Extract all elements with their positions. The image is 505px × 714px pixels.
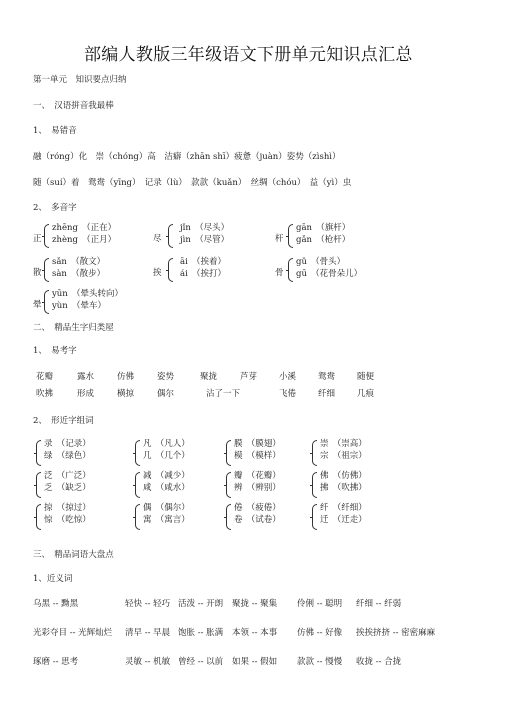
brace-icon: [288, 224, 293, 248]
polyphone-char: 杆: [275, 234, 284, 244]
synonym: 挨挨挤挤 -- 密密麻麻: [356, 628, 436, 638]
similar-char: 卷 （试卷）: [234, 515, 281, 525]
similar-pair: [320, 438, 367, 462]
reading: yūn （晕头转向）: [52, 289, 124, 299]
brace-icon: [226, 440, 231, 466]
similar-pair: [143, 470, 190, 494]
similar-char: 录 （记录）: [44, 439, 91, 449]
synonym: 收拢 -- 合拢: [356, 657, 402, 667]
similar-pair: [44, 470, 91, 494]
synonym: 活泼 -- 开朗: [178, 599, 224, 609]
page-title: 部编人教版三年级语文下册单元知识点汇总: [84, 45, 413, 65]
word: 随便: [357, 372, 375, 382]
brace-icon: [44, 224, 49, 248]
word: 鸳鸯: [318, 372, 336, 382]
word: 小溪: [279, 372, 297, 382]
synonym: 曾经 -- 以前: [178, 657, 224, 667]
word: 偶尔: [157, 389, 175, 399]
similar-char: 倦 （疲倦）: [234, 503, 281, 513]
similar-char: 辨 （辨别）: [234, 483, 281, 493]
brace-icon: [135, 472, 140, 498]
similar-char: 几 （几个）: [143, 451, 190, 461]
brace-icon: [226, 472, 231, 498]
similar-char: 佛 （仿佛）: [320, 471, 367, 481]
polyphone-readings: [180, 222, 229, 246]
similar-char: 宗 （祖宗）: [320, 451, 367, 461]
polyphone-readings: [296, 222, 350, 246]
synonym: 聚拢 -- 聚集: [232, 599, 278, 609]
similar-char: 拂 （吹拂）: [320, 483, 367, 493]
polyphone-char: 晕: [33, 300, 42, 310]
brace-icon: [312, 440, 317, 466]
reading: gǎn （枪杆）: [296, 235, 351, 245]
synonym: 纤细 -- 纤弱: [356, 599, 402, 609]
similar-char: 绿 （绿色）: [44, 451, 91, 461]
reading: gān （旗杆）: [296, 223, 351, 233]
section-heading-2: 二、 精品生字归类屋: [33, 323, 114, 333]
polyphone-char: 散: [33, 268, 42, 278]
section-heading-1: 一、 汉语拼音我最棒: [33, 101, 114, 111]
similar-char: 崇 （崇高）: [320, 439, 367, 449]
brace-icon: [36, 440, 41, 466]
similar-char: 迁 （迁走）: [320, 515, 367, 525]
reading: ái （挨打）: [180, 269, 227, 279]
word: 姿势: [157, 372, 175, 382]
similar-pair: [320, 502, 367, 526]
brace-icon: [36, 472, 41, 498]
similar-char: 咸 （咸水）: [143, 483, 190, 493]
brace-icon: [168, 224, 173, 248]
similar-pair: [320, 470, 367, 494]
similar-pair: [234, 438, 281, 462]
brace-icon: [44, 258, 49, 282]
pinyin-line-2: 随（suí）着 鸳鸯（yīng） 记录（lù） 款款（kuǎn） 丝绸（chóu） 益（yì）虫: [33, 178, 352, 188]
reading: sàn （散步）: [52, 269, 106, 279]
polyphone-readings: [52, 288, 123, 312]
synonym: 本领 -- 本事: [232, 628, 278, 638]
similar-pair: [44, 502, 91, 526]
polyphone-readings: [296, 256, 362, 280]
word: 花瓣: [36, 372, 54, 382]
reading: gū （花骨朵儿）: [296, 269, 363, 279]
synonym: 如果 -- 假如: [232, 657, 278, 667]
polyphone-char: 正: [33, 234, 42, 244]
similar-char: 寓 （寓言）: [143, 515, 190, 525]
subsection-heading: 1、 易考字: [33, 346, 77, 356]
similar-char: 减 （减少）: [143, 471, 190, 481]
synonym: 仿佛 -- 好像: [297, 628, 343, 638]
synonym: 灵敏 -- 机敏: [125, 657, 171, 667]
polyphone-char: 骨: [275, 268, 284, 278]
synonym: 琢磨 -- 思考: [33, 657, 79, 667]
similar-pair: [44, 438, 91, 462]
brace-icon: [226, 504, 231, 530]
brace-icon: [44, 290, 49, 314]
polyphone-readings: [52, 222, 116, 246]
word: 形成: [77, 389, 95, 399]
synonym: 饱胀 -- 胀满: [178, 628, 224, 638]
reading: zhèng （正月）: [52, 235, 117, 245]
similar-char: 偶 （偶尔）: [143, 503, 190, 513]
reading: jìn （尽管）: [180, 235, 230, 245]
synonym: 清早 -- 早晨: [125, 628, 171, 638]
similar-char: 泛 （广泛）: [44, 471, 91, 481]
word: 沾了一下: [206, 389, 241, 399]
similar-char: 模 （模样）: [234, 451, 281, 461]
polyphone-char: 尽: [153, 234, 162, 244]
brace-icon: [135, 440, 140, 466]
pinyin-line-1: 融（róng）化 崇（chóng）高 洁癖（zhān shī）疲惫（juàn）姿势（zìshì）: [33, 152, 341, 162]
similar-char: 凡 （凡人）: [143, 439, 190, 449]
word: 仿佛: [117, 372, 135, 382]
brace-icon: [36, 504, 41, 530]
brace-icon: [168, 258, 173, 282]
similar-char: 惊 （吃惊）: [44, 515, 91, 525]
similar-char: 掠 （掠过）: [44, 503, 91, 513]
reading: zhēng （正在）: [52, 223, 117, 233]
similar-pair: [143, 438, 190, 462]
similar-pair: [234, 502, 281, 526]
subsection-heading: 1、近义词: [33, 574, 73, 584]
subsection-heading: 2、 形近字组词: [33, 416, 94, 426]
polyphone-char: 挨: [153, 268, 162, 278]
word: 飞倦: [279, 389, 297, 399]
similar-pair: [143, 502, 190, 526]
subsection-heading: 1、 易错音: [33, 126, 77, 136]
word: 吹拂: [36, 389, 54, 399]
brace-icon: [135, 504, 140, 530]
word: 露水: [77, 372, 95, 382]
word: 纤细: [318, 389, 336, 399]
word: 芦芽: [240, 372, 258, 382]
unit-heading: 第一单元 知识要点归纳: [33, 75, 127, 85]
synonym: 光彩夺目 -- 光辉灿烂: [33, 628, 113, 638]
brace-icon: [312, 472, 317, 498]
polyphone-readings: [52, 256, 105, 280]
reading: yùn （晕车）: [52, 301, 107, 311]
reading: gǔ （骨头）: [296, 257, 346, 267]
brace-icon: [288, 258, 293, 282]
polyphone-readings: [180, 256, 226, 280]
similar-pair: [234, 470, 281, 494]
reading: sǎn （散文）: [52, 257, 106, 267]
reading: āi （挨着）: [180, 257, 227, 267]
brace-icon: [312, 504, 317, 530]
section-heading-3: 三、 精品词语大盘点: [33, 550, 114, 560]
similar-char: 瓣 （花瓣）: [234, 471, 281, 481]
word: 横掠: [117, 389, 135, 399]
word: 聚拢: [200, 372, 218, 382]
synonym: 乌黑 -- 黝黑: [33, 599, 79, 609]
similar-char: 纤 （纤细）: [320, 503, 367, 513]
synonym: 轻快 -- 轻巧: [125, 599, 171, 609]
subsection-heading: 2、 多音字: [33, 203, 77, 213]
synonym: 款款 -- 慢慢: [297, 657, 343, 667]
similar-char: 乏 （缺乏）: [44, 483, 91, 493]
similar-char: 膜 （膜翅）: [234, 439, 281, 449]
reading: jǐn （尽头）: [180, 223, 230, 233]
synonym: 伶俐 -- 聪明: [297, 599, 343, 609]
word: 几痕: [357, 389, 375, 399]
